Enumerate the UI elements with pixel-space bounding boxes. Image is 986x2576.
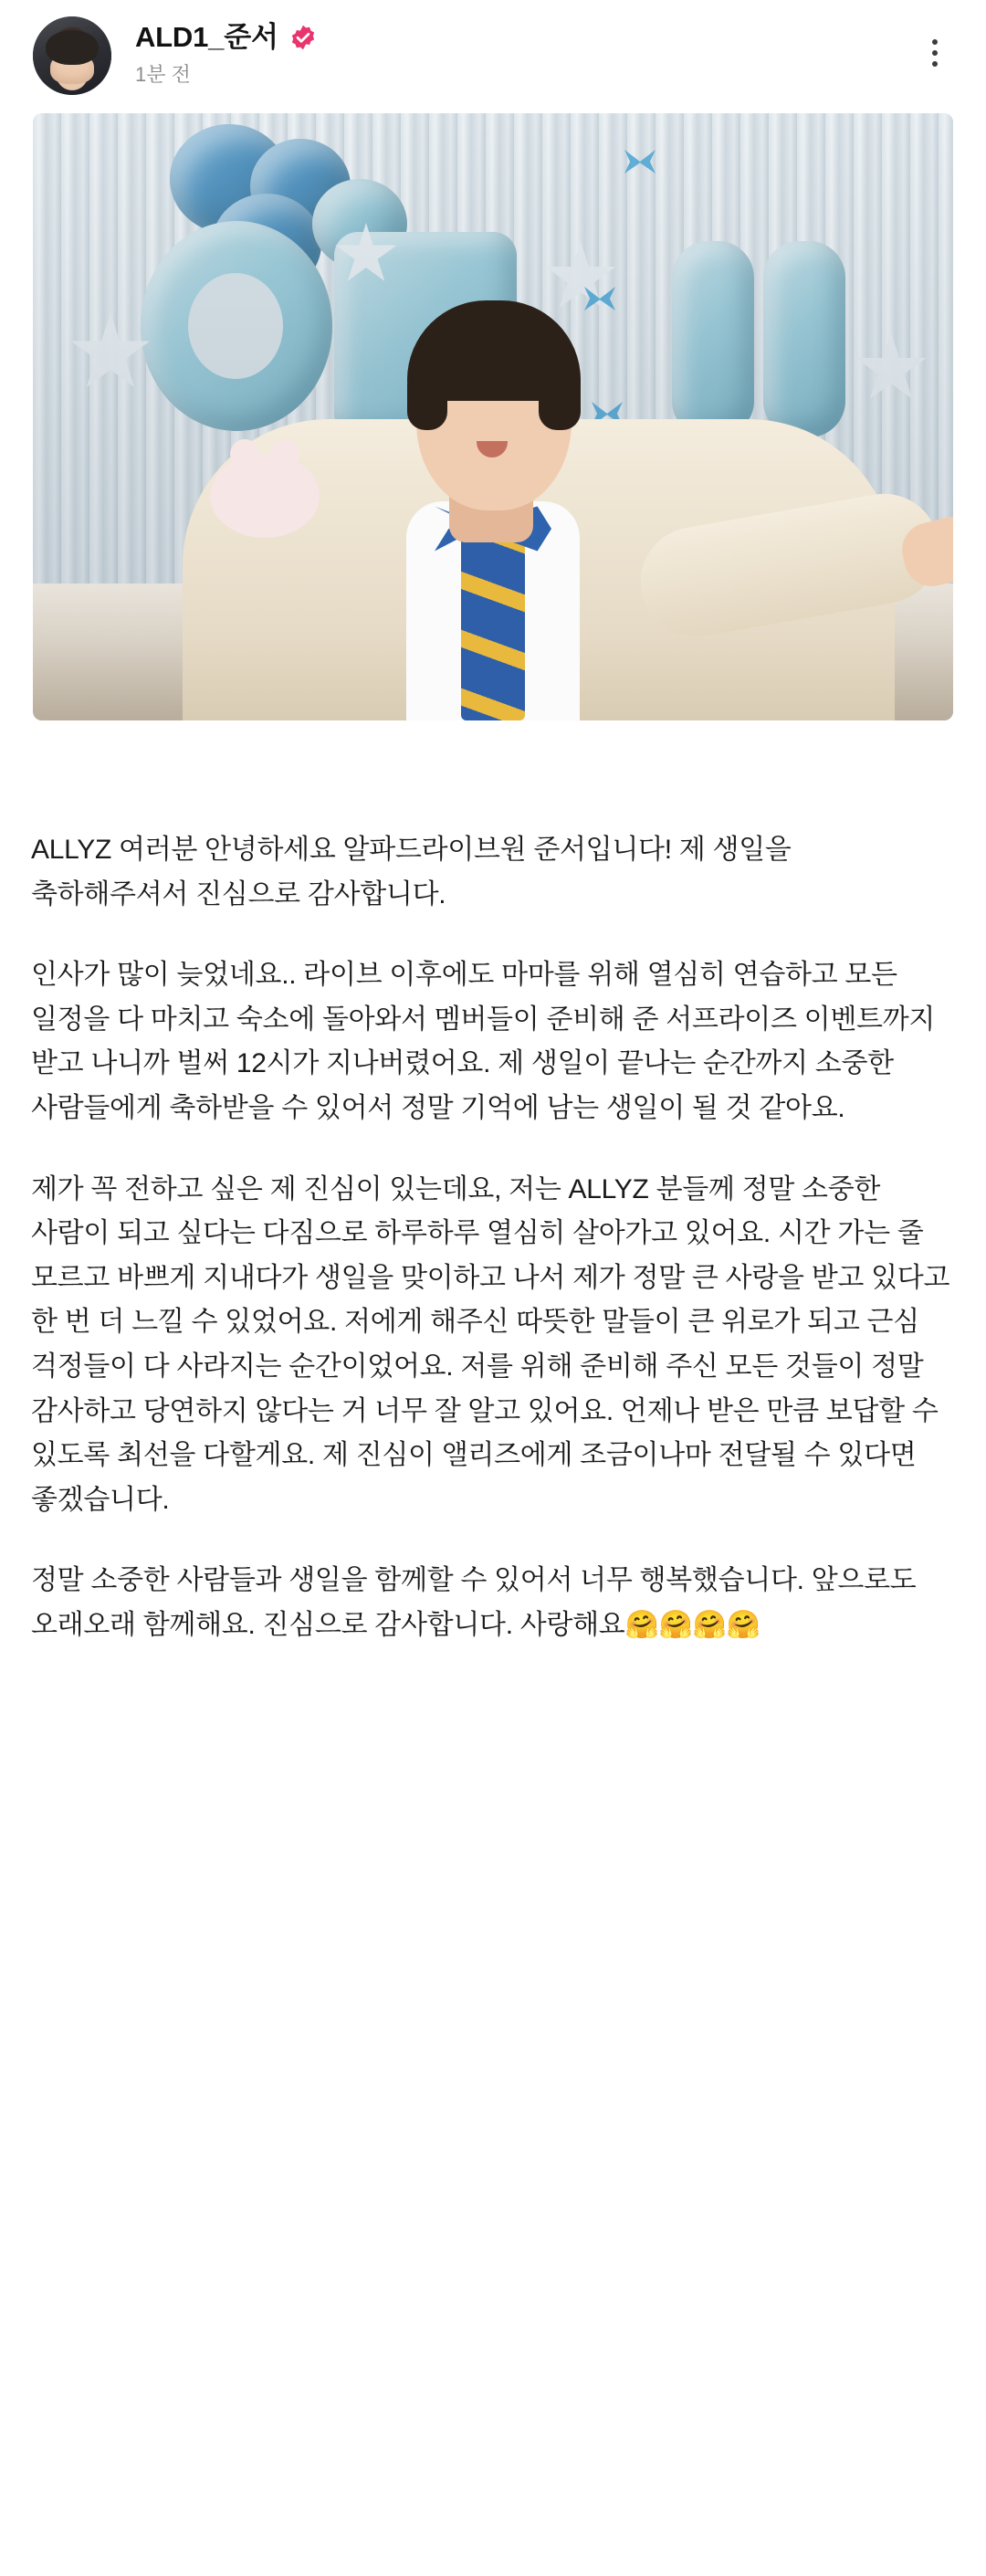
avatar-image [33, 16, 111, 95]
post-paragraph: 제가 꼭 전하고 싶은 제 진심이 있는데요, 저는 ALLYZ 분들께 정말 소중한 사람이 되고 싶다는 다짐으로 하루하루 열심히 살아가고 있어요. 시간 가는 줄 모르고 바쁘게 지내다가 생일을 맞이하고 나서 제가 정말 큰 사랑을 받고 있다고 한 번 더 느낄 수 있었어요. 저에게 해주신 따뜻한 말들이 큰 위로가 되고 근심 걱정들이 다 사라지는 순간이었어요. 저를 위해 준비해 주신 모든 것들이 정말 감사하고 당연하지 않다는 거 너무 잘 알고 있어요. 언제나 받은 만큼 보답할 수 있도록 최선을 다할게요. 제 진심이 앨리즈에게 조금이나마 전달될 수 있다면 좋겠습니다. [31, 1173, 958, 1515]
author-name-row [135, 20, 959, 54]
post-image[interactable] [33, 113, 953, 720]
plush-toy [210, 454, 320, 538]
author-name[interactable]: ALD1_준서 [135, 21, 278, 53]
person-subject [237, 337, 749, 720]
more-vertical-icon[interactable] [915, 31, 955, 75]
post-header [0, 0, 986, 104]
post-body [0, 828, 986, 1648]
hair-side-left [407, 366, 447, 430]
post-paragraph: 인사가 많이 늦었네요.. 라이브 이후에도 마마를 위해 열심히 연습하고 모든 일정을 다 마치고 숙소에 돌아와서 멤버들이 준비해 준 서프라이즈 이벤트까지 받고 나니까 벌써 12시가 지나버렸어요. 제 생일이 끝나는 순간까지 소중한 사람들에게 축하받을 수 있어서 정말 기억에 남는 생일이 될 것 같아요. [31, 960, 943, 1123]
author-block [135, 16, 959, 88]
post-paragraph: 정말 소중한 사람들과 생일을 함께할 수 있어서 너무 행복했습니다. 앞으로도 오래오래 함께해요. 진심으로 감사합니다. 사랑해요🤗🤗🤗🤗 [31, 1565, 924, 1640]
post-paragraph: ALLYZ 여러분 안녕하세요 알파드라이브원 준서입니다! 제 생일을 축하해주셔서 진심으로 감사합니다. [31, 835, 799, 909]
necktie [461, 515, 525, 720]
avatar[interactable] [33, 16, 111, 95]
hair-side-right [539, 363, 581, 430]
verified-badge-icon [289, 24, 317, 51]
post-timestamp: 1분 전 [135, 63, 191, 87]
post-image-content [33, 113, 953, 720]
